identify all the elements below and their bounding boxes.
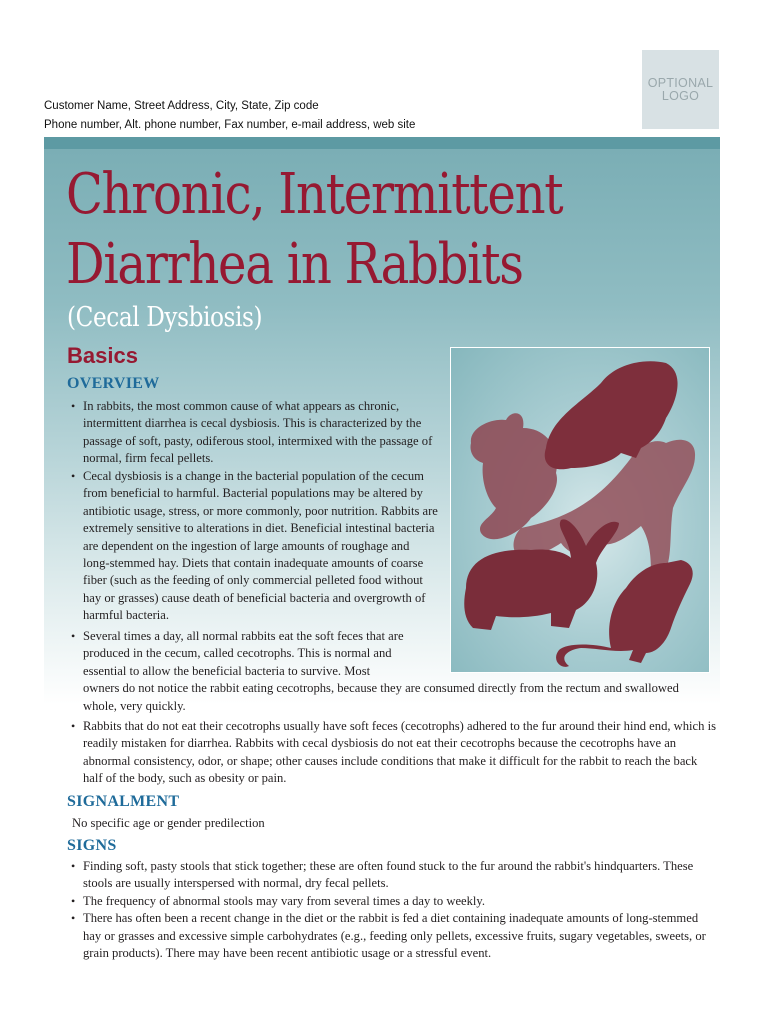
title-line-2: Diarrhea in Rabbits bbox=[66, 232, 523, 297]
banner-top-stripe bbox=[44, 137, 720, 149]
signs-bullet-1: • Finding soft, pasty stools that stick together; these are often found stuck to the fur around the rabbit's hindquarters. These stools are usually interspersed with normal, dry fecal pellets. bbox=[68, 858, 718, 893]
logo-text-line2: LOGO bbox=[661, 88, 700, 103]
title-line-1: Chronic, Intermittent bbox=[66, 162, 563, 227]
signs-bullet-2: • The frequency of abnormal stools may vary from several times a day to weekly. bbox=[68, 893, 718, 910]
overview-list-part1 bbox=[68, 398, 438, 468]
chinchilla-silhouette-icon bbox=[471, 413, 557, 539]
signs-bullet-3: • There has often been a recent change in the diet or the rabbit is fed a diet containing inadequate amounts of long-stemmed hay or grasses and excessive simple carbohydrates (e.g., feeding only pellets, excessive fruits, sugary vegetables, sweets, or grain products). There may have been recent antibiotic usage or a stressful event. bbox=[68, 910, 718, 962]
overview-list-part2 bbox=[68, 468, 438, 625]
overview-bullet-1: • In rabbits, the most common cause of what appears as chronic, intermittent diarrhea is cecal dysbiosis. This is characterized by the passage of soft, pasty, odiferous stool, intermixed with the passage of normal, firm fecal pellets. bbox=[68, 398, 438, 468]
overview-list-part3 bbox=[68, 628, 708, 715]
overview-bullet-4: • Rabbits that do not eat their cecotrophs usually have soft feces (cecotrophs) adhered to the fur around their hind end, which is readily mistaken for diarrhea. Rabbits with cecal dysbiosis do not eat their cecotrophs because the cecotrophs have an abnormal consistency, odor, or shape; other causes include conditions that make it difficult for the rabbit to reach the back half of the body, such as obesity or pain. bbox=[68, 718, 718, 788]
contact-phone-line: Phone number, Alt. phone number, Fax number, e-mail address, web site bbox=[44, 119, 416, 131]
page-title bbox=[66, 160, 616, 300]
overview-list-part4 bbox=[68, 718, 718, 788]
optional-logo-placeholder bbox=[642, 50, 719, 129]
overview-bullet-2: • Cecal dysbiosis is a change in the bacterial population of the cecum from beneficial to harmful. Bacterial populations may be altered by antibiotic usage, stress, or more commonly, poor nutrition. Rabbits are extremely sensitive to alterations in diet. Beneficial intestinal bacteria are dependent on the ingestion of large amounts of roughage and long-stemmed hay. Diets that contain inadequate amounts of coarse fiber (such as the feeding of only commercial pelleted food without hay or grasses) cause death of beneficial bacteria and overgrowth of harmful bacteria. bbox=[68, 468, 438, 625]
logo-text-line1: OPTIONAL bbox=[647, 75, 714, 90]
signalment-text: No specific age or gender predilection bbox=[72, 816, 265, 830]
contact-address-line: Customer Name, Street Address, City, State, Zip code bbox=[44, 100, 319, 112]
page-subtitle: (Cecal Dysbiosis) bbox=[67, 302, 263, 333]
signs-heading: SIGNS bbox=[67, 837, 117, 854]
overview-heading: OVERVIEW bbox=[67, 375, 160, 392]
section-title-basics: Basics bbox=[67, 343, 138, 368]
exotic-pets-illustration bbox=[450, 347, 710, 673]
overview-bullet-3 bbox=[68, 628, 708, 715]
signs-list bbox=[68, 858, 718, 962]
signalment-heading: SIGNALMENT bbox=[67, 793, 180, 810]
pet-silhouettes-icon bbox=[451, 348, 709, 672]
overview-bullet-3-continued: owners do not notice the rabbit eating cecotrophs, because they are consumed directly from the rectum and swallowed whole, very quickly. bbox=[83, 681, 679, 713]
overview-bullet-3-wrapped: • Several times a day, all normal rabbits eat the soft feces that are produced in the cecum, called cecotrophs. This is normal and essential to allow the beneficial bacteria to survive. Most bbox=[83, 629, 404, 678]
